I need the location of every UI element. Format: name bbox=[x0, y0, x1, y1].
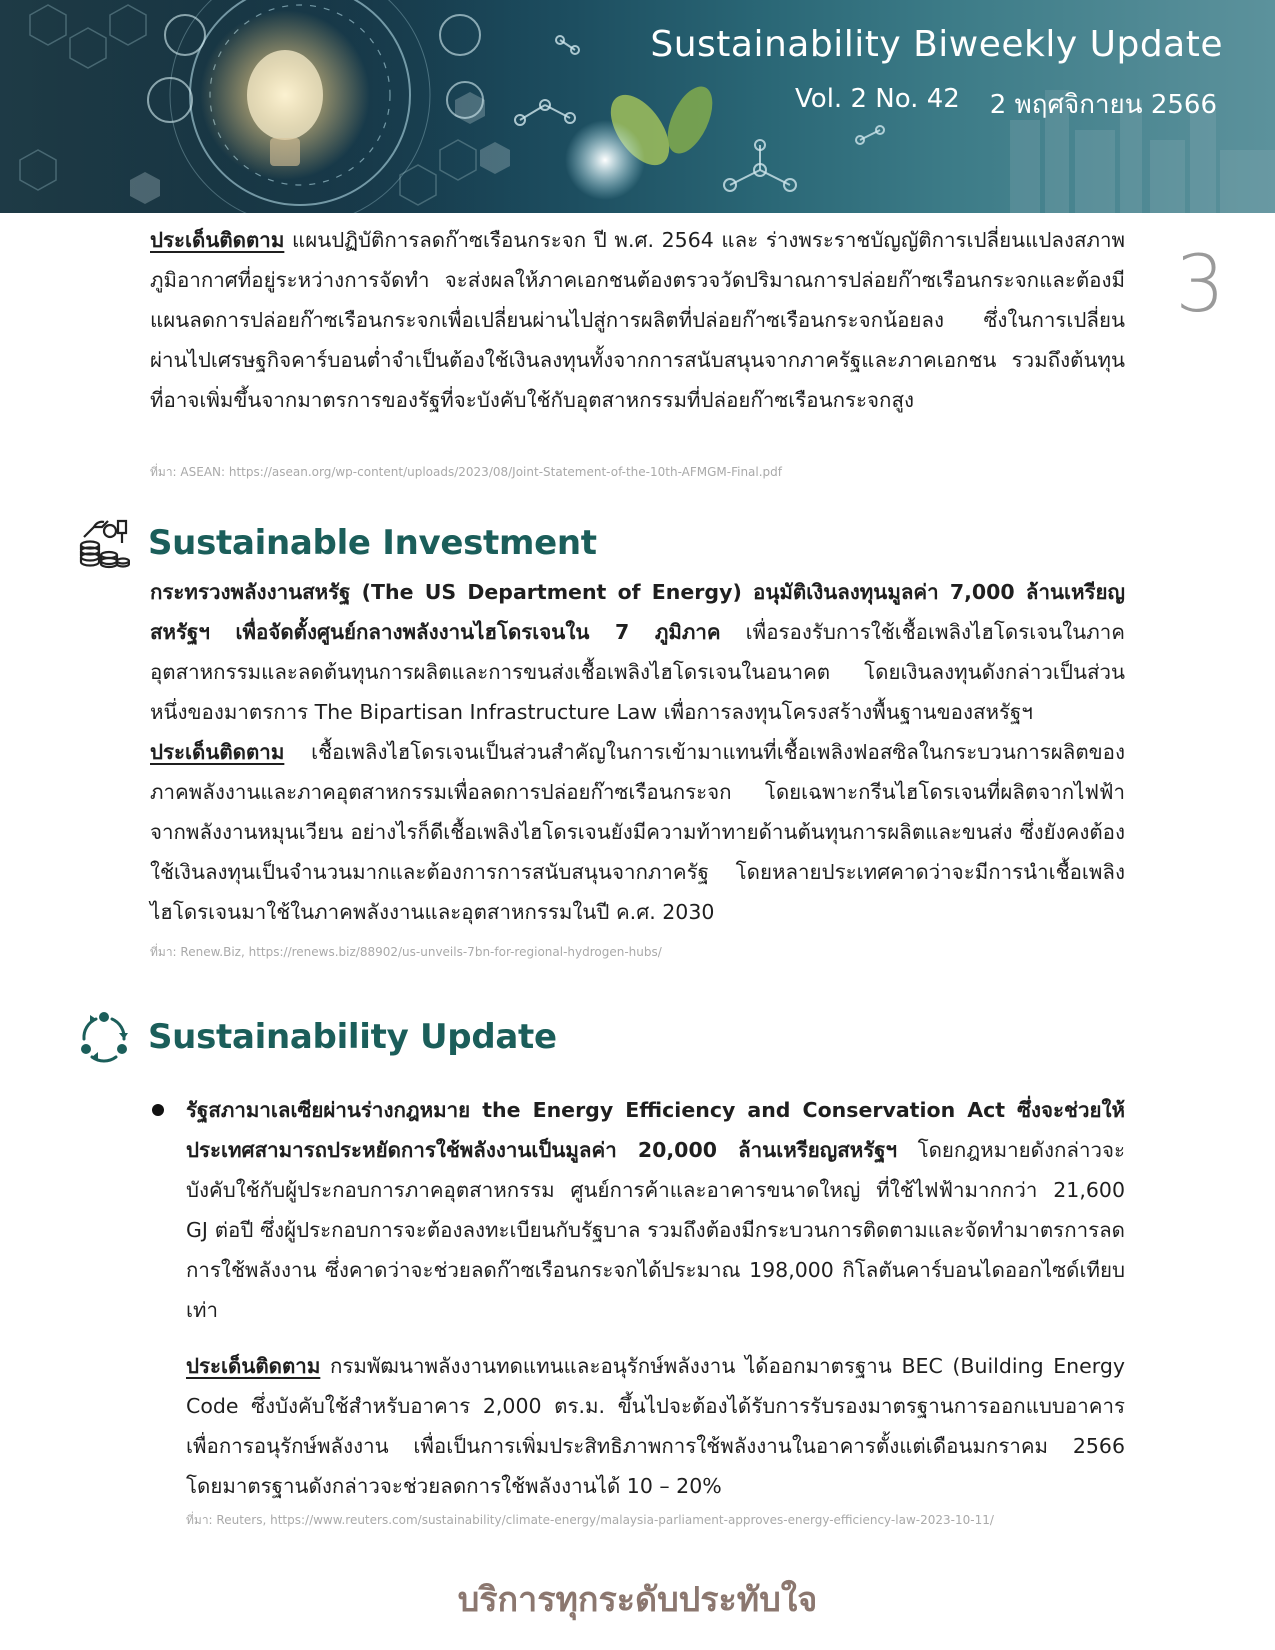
footer-slogan: บริการทุกระดับประทับใจ bbox=[457, 1580, 818, 1620]
newsletter-title: Sustainability Biweekly Update bbox=[650, 24, 1223, 65]
news-bullet-text bbox=[186, 1090, 1125, 1330]
section-heading-investment bbox=[78, 517, 597, 569]
investment-paragraph bbox=[150, 572, 1125, 932]
cycle-arrows-icon bbox=[78, 1011, 130, 1063]
tracking-label: ประเด็นติดตาม bbox=[150, 740, 285, 764]
ghg-tracking-paragraph bbox=[150, 220, 1125, 420]
tracking-text: แผนปฏิบัติการลดก๊าซเรือนกระจก ปี พ.ศ. 2564 และ ร่างพระราชบัญญัติการเปลี่ยนแปลงสภาพภูมิอากาศที่อยู่ระหว่างการจัดทำ จะส่งผลให้ภาคเอกชนต้องตรวจวัดปริมาณการปล่อยก๊าซเรือนกระจกและต้องมีแผนลดการปล่อยก๊าซเรือนกระจกเพื่อเปลี่ยนผ่านไปสู่การผลิตที่ปล่อยก๊าซเรือนกระจกน้อยลง ซึ่งในการเปลี่ยนผ่านไปเศรษฐกิจคาร์บอนต่ำจำเป็นต้องใช้เงินลงทุนทั้งจากการสนับสนุนจากภาครัฐและภาคเอกชน รวมถึงต้นทุนที่อาจเพิ่มขึ้นจากมาตรการของรัฐที่จะบังคับใช้กับอุตสาหกรรมที่ปล่อยก๊าซเรือนกระจกสูง bbox=[150, 228, 1125, 412]
investment-body: เพื่อรองรับการใช้เชื้อเพลิงไฮโดรเจนในภาคอุตสาหกรรมและลดต้นทุนการผลิตและการขนส่งเชื้อเพลิงไฮโดรเจนในอนาคต โดยเงินลงทุนดังกล่าวเป็นส่วนหนึ่งของมาตรการ The Bipartisan Infrastructure Law เพื่อการลงทุนโครงสร้างพื้นฐานของสหรัฐฯ bbox=[150, 620, 1125, 724]
issue-date: 2 พฤศจิกายน 2566 bbox=[989, 90, 1217, 120]
section-title-investment: Sustainable Investment bbox=[148, 523, 597, 563]
page-number: 3 bbox=[1175, 240, 1225, 330]
section-heading-update bbox=[78, 1011, 557, 1063]
section-title-update: Sustainability Update bbox=[148, 1017, 557, 1057]
tracking-label: ประเด็นติดตาม bbox=[186, 1354, 321, 1378]
tracking-paragraph bbox=[186, 1346, 1125, 1506]
issue-volume: Vol. 2 No. 42 bbox=[795, 84, 960, 114]
tracking-text: เชื้อเพลิงไฮโดรเจนเป็นส่วนสำคัญในการเข้ามาแทนที่เชื้อเพลิงฟอสซิลในกระบวนการผลิตของภาคพลังงานและภาคอุตสาหกรรมเพื่อลดการปล่อยก๊าซเรือนกระจก โดยเฉพาะกรีนไฮโดรเจนที่ผลิตจากไฟฟ้าจากพลังงานหมุนเวียน อย่างไรก็ดีเชื้อเพลิงไฮโดรเจนยังมีความท้าทายด้านต้นทุนการผลิตและขนส่ง ซึ่งยังคงต้องใช้เงินลงทุนเป็นจำนวนมากและต้องการการสนับสนุนจากภาครัฐ โดยหลายประเทศคาดว่าจะมีการนำเชื้อเพลิงไฮโดรเจนมาใช้ในภาคพลังงานและอุตสาหกรรมในปี ค.ศ. 2030 bbox=[150, 740, 1125, 924]
source-citation: ที่มา: Reuters, https://www.reuters.com/sustainability/climate-energy/malaysia-parliament-approves-energy-efficiency-law-2023-10-11/ bbox=[186, 1513, 994, 1527]
bullet-icon bbox=[152, 1104, 164, 1116]
tracking-label: ประเด็นติดตาม bbox=[150, 228, 285, 252]
source-citation: ที่มา: Renew.Biz, https://renews.biz/88902/us-unveils-7bn-for-regional-hydrogen-hubs/ bbox=[150, 945, 662, 959]
tracking-text: กรมพัฒนาพลังงานทดแทนและอนุรักษ์พลังงาน ได้ออกมาตรฐาน BEC (Building Energy Code ซึ่งบังคับใช้สำหรับอาคาร 2,000 ตร.ม. ขึ้นไปจะต้องได้รับการรับรองมาตรฐานการออกแบบอาคารเพื่อการอนุรักษ์พลังงาน เพื่อเป็นการเพิ่มประสิทธิภาพการใช้พลังงานในอาคารตั้งแต่เดือนมกราคม 2566 โดยมาตรฐานดังกล่าวจะช่วยลดการใช้พลังงานได้ 10 – 20% bbox=[186, 1354, 1125, 1498]
news-bullet bbox=[150, 1090, 1125, 1506]
news-headline: รัฐสภามาเลเซียผ่านร่างกฎหมาย the Energy Efficiency and Conservation Act ซึ่งจะช่วยให้ประเทศสามารถประหยัดการใช้พลังงานเป็นมูลค่า 20,000 ล้านเหรียญสหรัฐฯ bbox=[186, 1098, 1125, 1162]
header-banner bbox=[0, 0, 1275, 213]
issue-info bbox=[795, 84, 1217, 125]
investment-coins-icon bbox=[78, 517, 130, 569]
source-citation: ที่มา: ASEAN: https://asean.org/wp-content/uploads/2023/08/Joint-Statement-of-the-10th-AFMGM-Final.pdf bbox=[150, 465, 783, 479]
news-body: โดยกฎหมายดังกล่าวจะบังคับใช้กับผู้ประกอบการภาคอุตสาหกรรม ศูนย์การค้าและอาคารขนาดใหญ่ ที่ใช้ไฟฟ้ามากกว่า 21,600 GJ ต่อปี ซึ่งผู้ประกอบการจะต้องลงทะเบียนกับรัฐบาล รวมถึงต้องมีกระบวนการติดตามและจัดทำมาตรการลดการใช้พลังงาน ซึ่งคาดว่าจะช่วยลดก๊าซเรือนกระจกได้ประมาณ 198,000 กิโลตันคาร์บอนไดออกไซด์เทียบเท่า bbox=[186, 1138, 1126, 1322]
investment-headline: กระทรวงพลังงานสหรัฐ (The US Department of Energy) อนุมัติเงินลงทุนมูลค่า 7,000 ล้านเหรียญสหรัฐฯ เพื่อจัดตั้งศูนย์กลางพลังงานไฮโดรเจนใน 7 ภูมิภาค bbox=[150, 580, 1125, 644]
